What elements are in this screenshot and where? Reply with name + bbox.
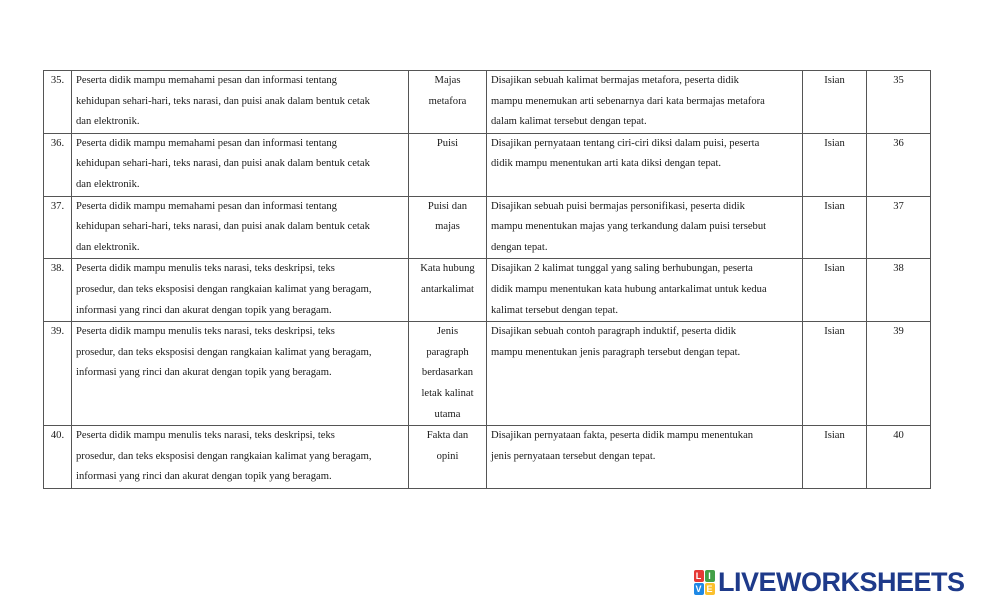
indicator-cell-line: didik mampu menentukan arti kata diksi dengan tepat. [491, 158, 722, 170]
logo-tile-e: E [706, 583, 713, 594]
material-cell-line: paragraph [426, 346, 469, 358]
competency-cell-line: Peserta didik mampu memahami pesan dan informasi tentang [76, 200, 337, 212]
row-number-cell-line: 35. [50, 75, 65, 86]
material-cell-line: Fakta dan [426, 430, 469, 442]
indicator-cell-line: Disajikan sebuah puisi bermajas personifikasi, peserta didik [491, 200, 745, 212]
question-form-cell [803, 322, 867, 426]
indicator-cell-line: Disajikan pernyataan tentang ciri-ciri diksi dalam puisi, peserta [491, 137, 760, 149]
competency-cell [72, 426, 409, 489]
indicator-cell-line: jenis pernyataan tersebut dengan tepat. [491, 450, 656, 462]
row-number-cell [44, 322, 72, 426]
indicator-cell-line: Disajikan sebuah kalimat bermajas metafora, peserta didik [491, 75, 739, 86]
question-form-cell-line: Isian [824, 137, 845, 149]
material-cell-line: metafora [428, 95, 467, 107]
indicator-cell [487, 196, 803, 259]
row-number-cell-line: 38. [50, 263, 65, 275]
brand-wordmark: LIVEWORKSHEETS [718, 566, 965, 597]
competency-cell-line: informasi yang rinci dan akurat dengan topik yang beragam. [76, 367, 332, 379]
material-cell [409, 322, 487, 426]
question-form-cell [803, 133, 867, 196]
competency-cell-line: Peserta didik mampu menulis teks narasi, teks deskripsi, teks [76, 263, 335, 275]
question-number-cell-line: 39 [893, 326, 904, 338]
liveworksheets-logo [693, 567, 965, 597]
indicator-cell-line: didik mampu menentukan kata hubung antarkalimat untuk kedua [491, 283, 767, 295]
competency-cell-line: dan elektronik. [76, 178, 140, 190]
question-number-cell [867, 426, 931, 489]
table-row [44, 71, 931, 134]
competency-cell-line: informasi yang rinci dan akurat dengan topik yang beragam. [76, 304, 332, 316]
indicator-cell-line: Disajikan pernyataan fakta, peserta didik mampu menentukan [491, 430, 754, 442]
material-cell-line: letak kalinat [421, 387, 474, 399]
material-cell-line: Jenis [436, 326, 459, 338]
indicator-cell-line: mampu menentukan majas yang terkandung dalam puisi tersebut [491, 221, 767, 233]
question-form-cell-line: Isian [824, 326, 845, 338]
question-number-cell [867, 259, 931, 322]
question-form-cell [803, 71, 867, 134]
competency-cell-line: dan elektronik. [76, 241, 140, 253]
material-cell-line: majas [435, 221, 460, 233]
row-number-cell [44, 133, 72, 196]
indicator-cell-line: mampu menentukan jenis paragraph tersebut dengan tepat. [491, 346, 741, 358]
competency-cell-line: Peserta didik mampu menulis teks narasi, teks deskripsi, teks [76, 326, 335, 338]
row-number-cell [44, 196, 72, 259]
question-form-cell [803, 196, 867, 259]
logo-tile-l: L [694, 570, 704, 582]
question-form-cell-line: Isian [824, 430, 845, 442]
table-row [44, 196, 931, 259]
material-cell-line: Majas [434, 75, 461, 86]
material-cell-line: Puisi dan [427, 200, 468, 212]
indicator-cell-line: mampu menemukan arti sebenarnya dari kata bermajas metafora [491, 95, 765, 107]
indicator-cell [487, 426, 803, 489]
question-number-cell-line: 37 [893, 200, 904, 212]
competency-cell-line: kehidupan sehari-hari, teks narasi, dan puisi anak dalam bentuk cetak [76, 221, 370, 233]
row-number-cell-line: 40. [50, 430, 65, 442]
table-row [44, 426, 931, 489]
indicator-cell-line: Disajikan sebuah contoh paragraph induktif, peserta didik [491, 326, 737, 338]
row-number-cell-line: 37. [50, 200, 65, 212]
table-row [44, 259, 931, 322]
question-grid-table [43, 70, 931, 489]
indicator-cell [487, 322, 803, 426]
question-number-cell [867, 133, 931, 196]
competency-cell-line: Peserta didik mampu memahami pesan dan informasi tentang [76, 75, 337, 86]
question-number-cell-line: 38 [893, 263, 904, 275]
question-form-cell-line: Isian [824, 200, 845, 212]
table-row [44, 133, 931, 196]
question-number-cell [867, 71, 931, 134]
indicator-cell [487, 259, 803, 322]
competency-cell-line: prosedur, dan teks eksposisi dengan rangkaian kalimat yang beragam, [76, 283, 372, 295]
competency-cell-line: dan elektronik. [76, 116, 140, 128]
material-cell [409, 71, 487, 134]
material-cell-line: utama [434, 408, 461, 420]
competency-cell-line: Peserta didik mampu memahami pesan dan informasi tentang [76, 137, 337, 149]
competency-cell [72, 71, 409, 134]
question-number-cell-line: 35 [893, 75, 904, 86]
table-row [44, 322, 931, 426]
question-form-cell-line: Isian [824, 263, 845, 275]
competency-cell [72, 259, 409, 322]
competency-cell [72, 133, 409, 196]
competency-cell [72, 196, 409, 259]
live-logo-icon [693, 569, 715, 595]
competency-cell-line: prosedur, dan teks eksposisi dengan rangkaian kalimat yang beragam, [76, 450, 372, 462]
row-number-cell [44, 426, 72, 489]
row-number-cell [44, 259, 72, 322]
grid-body [44, 71, 931, 489]
question-form-cell [803, 259, 867, 322]
question-number-cell-line: 36 [893, 137, 904, 149]
question-form-cell [803, 426, 867, 489]
question-number-cell [867, 196, 931, 259]
indicator-cell [487, 133, 803, 196]
competency-cell-line: kehidupan sehari-hari, teks narasi, dan puisi anak dalam bentuk cetak [76, 95, 370, 107]
question-form-cell-line: Isian [824, 75, 845, 86]
material-cell-line: Puisi [436, 137, 459, 149]
material-cell-line: Kata hubung [420, 263, 475, 275]
indicator-cell-line: dalam kalimat tersebut dengan tepat. [491, 116, 647, 128]
competency-cell-line: prosedur, dan teks eksposisi dengan rangkaian kalimat yang beragam, [76, 346, 372, 358]
indicator-cell-line: Disajikan 2 kalimat tunggal yang saling berhubungan, peserta [491, 263, 753, 275]
competency-cell-line: informasi yang rinci dan akurat dengan topik yang beragam. [76, 471, 332, 483]
competency-cell-line: Peserta didik mampu menulis teks narasi, teks deskripsi, teks [76, 430, 335, 442]
material-cell-line: berdasarkan [421, 367, 474, 379]
question-number-cell-line: 40 [893, 430, 904, 442]
question-number-cell [867, 322, 931, 426]
indicator-cell-line: kalimat tersebut dengan tepat. [491, 304, 619, 316]
row-number-cell-line: 39. [50, 326, 65, 338]
competency-cell-line: kehidupan sehari-hari, teks narasi, dan puisi anak dalam bentuk cetak [76, 158, 370, 170]
row-number-cell [44, 71, 72, 134]
row-number-cell-line: 36. [50, 137, 65, 149]
logo-tile-i: I [705, 570, 715, 582]
material-cell [409, 133, 487, 196]
material-cell [409, 196, 487, 259]
material-cell [409, 426, 487, 489]
material-cell [409, 259, 487, 322]
indicator-cell-line: dengan tepat. [491, 241, 548, 253]
material-cell-line: antarkalimat [421, 283, 474, 295]
indicator-cell [487, 71, 803, 134]
logo-tile-v: V [695, 583, 702, 594]
material-cell-line: opini [436, 450, 459, 462]
competency-cell [72, 322, 409, 426]
